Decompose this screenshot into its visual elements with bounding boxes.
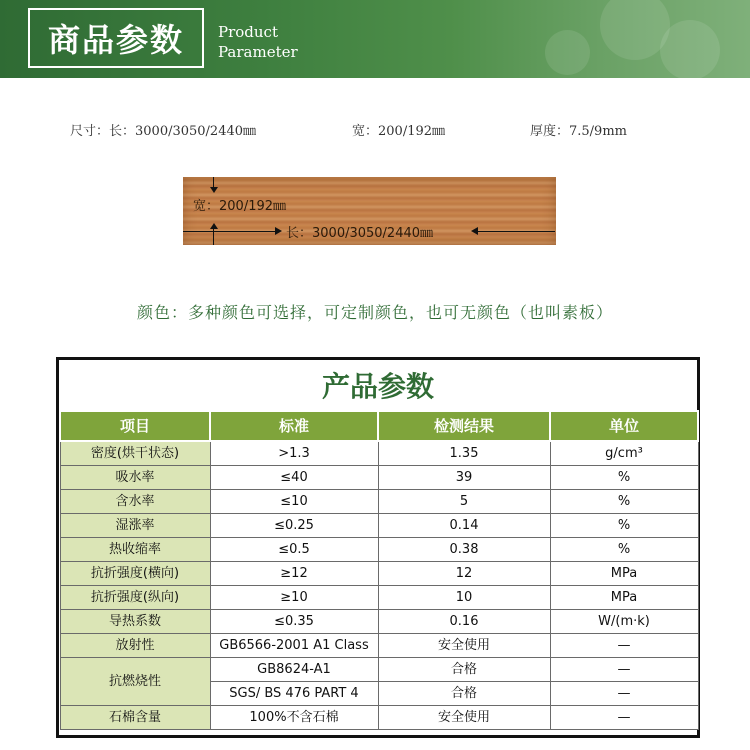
unit-value: W/(m·k)	[550, 610, 698, 634]
standard-value: ≤0.35	[210, 610, 378, 634]
dimension-width: 宽：200/192㎜	[352, 124, 446, 139]
spec-table	[59, 410, 699, 730]
table-row	[60, 514, 698, 538]
standard-value: ≥12	[210, 562, 378, 586]
test-result: 0.38	[378, 538, 550, 562]
board-length-label: 长：3000/3050/2440㎜	[286, 226, 434, 241]
unit-value: %	[550, 466, 698, 490]
test-result: 0.14	[378, 514, 550, 538]
leaf-decoration	[660, 20, 720, 78]
test-result: 39	[378, 466, 550, 490]
unit-value: —	[550, 706, 698, 730]
item-name: 导热系数	[60, 610, 210, 634]
table-row	[60, 634, 698, 658]
item-name: 密度(烘干状态)	[60, 441, 210, 466]
dimension-length: 尺寸：长：3000/3050/2440㎜	[70, 124, 257, 139]
standard-value: ≤0.5	[210, 538, 378, 562]
subtitle-line: Parameter	[218, 43, 298, 61]
unit-value: g/cm³	[550, 441, 698, 466]
table-row	[60, 586, 698, 610]
item-name: 吸水率	[60, 466, 210, 490]
colors-note: 颜色：多种颜色可选择，可定制颜色，也可无颜色（也叫素板）	[136, 303, 613, 322]
column-header: 单位	[550, 411, 698, 441]
board-width-label: 宽：200/192㎜	[193, 199, 287, 214]
test-result: 10	[378, 586, 550, 610]
table-header-row	[60, 411, 698, 441]
item-name: 抗折强度(纵向)	[60, 586, 210, 610]
arrow-icon	[213, 227, 214, 245]
leaf-decoration	[545, 30, 590, 75]
test-result: 0.16	[378, 610, 550, 634]
table-row	[60, 441, 698, 466]
board-sample-image	[183, 177, 556, 245]
arrow-up-icon	[210, 223, 218, 229]
unit-value: —	[550, 658, 698, 682]
unit-value: MPa	[550, 562, 698, 586]
standard-value: ≤40	[210, 466, 378, 490]
table-row	[60, 466, 698, 490]
spec-table-panel	[56, 357, 700, 738]
item-name: 放射性	[60, 634, 210, 658]
table-row	[60, 610, 698, 634]
test-result: 安全使用	[378, 706, 550, 730]
item-name: 湿涨率	[60, 514, 210, 538]
standard-value: GB8624-A1	[210, 658, 378, 682]
standard-value: SGS/ BS 476 PART 4	[210, 682, 378, 706]
item-name: 含水率	[60, 490, 210, 514]
item-name: 抗折强度(横向)	[60, 562, 210, 586]
table-title: 产品参数	[321, 370, 434, 403]
unit-value: %	[550, 514, 698, 538]
unit-value: %	[550, 538, 698, 562]
arrow-right-icon	[275, 227, 282, 235]
standard-value: 100%不含石棉	[210, 706, 378, 730]
test-result: 合格	[378, 658, 550, 682]
column-header: 检测结果	[378, 411, 550, 441]
standard-value: ≤10	[210, 490, 378, 514]
standard-value: >1.3	[210, 441, 378, 466]
title-box	[28, 8, 204, 68]
unit-value: —	[550, 682, 698, 706]
table-row	[60, 706, 698, 730]
test-result: 1.35	[378, 441, 550, 466]
test-result: 5	[378, 490, 550, 514]
table-row	[60, 658, 698, 682]
item-name: 抗燃烧性	[60, 658, 210, 706]
unit-value: —	[550, 634, 698, 658]
unit-value: MPa	[550, 586, 698, 610]
arrow-left-icon	[471, 227, 478, 235]
table-row	[60, 538, 698, 562]
test-result: 12	[378, 562, 550, 586]
dimension-thickness: 厚度：7.5/9mm	[530, 124, 627, 139]
item-name: 石棉含量	[60, 706, 210, 730]
standard-value: ≤0.25	[210, 514, 378, 538]
unit-value: %	[550, 490, 698, 514]
subtitle-line: Product	[218, 23, 278, 41]
column-header: 项目	[60, 411, 210, 441]
standard-value: GB6566-2001 A1 Class	[210, 634, 378, 658]
arrow-icon	[183, 231, 278, 232]
test-result: 安全使用	[378, 634, 550, 658]
table-row	[60, 562, 698, 586]
item-name: 热收缩率	[60, 538, 210, 562]
standard-value: ≥10	[210, 586, 378, 610]
arrow-down-icon	[210, 187, 218, 193]
page-subtitle	[218, 22, 298, 62]
table-row	[60, 490, 698, 514]
arrow-icon	[475, 231, 555, 232]
header-banner	[0, 0, 750, 78]
test-result: 合格	[378, 682, 550, 706]
page-title: 商品参数	[47, 21, 184, 59]
column-header: 标准	[210, 411, 378, 441]
